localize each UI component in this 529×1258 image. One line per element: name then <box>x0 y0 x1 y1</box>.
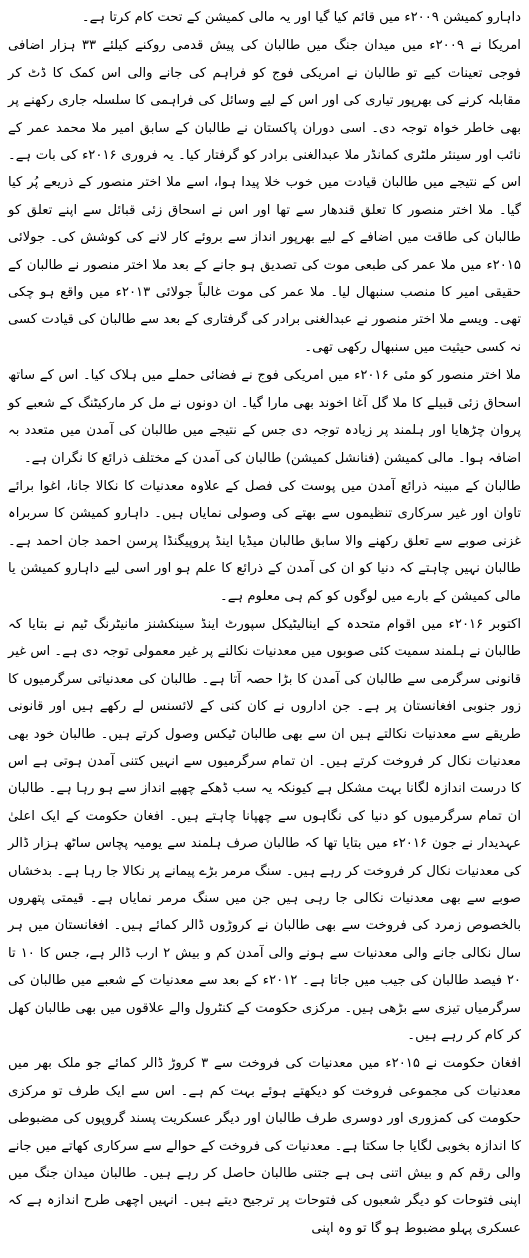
paragraph-dahar-commission: داہارو کمیشن ۲۰۰۹ء میں قائم کیا گیا اور یہ مالی کمیشن کے تحت کام کرتا ہے۔ <box>81 10 521 25</box>
paragraph-mining-activities: اکتوبر ۲۰۱۶ء میں اقوام متحدہ کے اینالیٹیکل سپورٹ اینڈ سینکشنز مانیٹرنگ ٹیم نے بتایا کہ طالبان نے ہلمند سمیت کئی صوبوں میں معدنیات نکالنے پر غیر معمولی توجہ دی ہے۔ اس غیر قانونی سرگرمی سے طالبان کی آمدن کا بڑا حصہ آتا ہے۔ طالبان کی معدنیاتی سرگرمیوں کا زور جنوبی افغانستان پر ہے۔ جن اداروں نے کان کنی کے لائسنس لے رکھے ہیں اور قانونی طریقے سے معدنیات نکالتے ہیں ان سے بھی طالبان ٹیکس وصول کرتے ہیں۔ طالبان خود بھی معدنیات نکال کر فروخت کرتے ہیں۔ ان تمام سرگرمیوں سے انہیں کتنی آمدن ہوتی ہے اس کا درست اندازہ لگانا بہت مشکل ہے کیونکہ یہ سب ڈھکے چھپے انداز سے ہو رہا ہے۔ طالبان ان تمام سرگرمیوں کو دنیا کی نگاہوں سے چھپانا چاہتے ہیں۔ افغان حکومت کے ایک اعلیٰ عہدیدار نے جون ۲۰۱۶ء میں بتایا تھا کہ طالبان صرف ہلمند سے یومیہ پچاس ساٹھ ہزار ڈالر کی معدنیات نکال کر فروخت کر رہے ہیں۔ سنگ مرمر بڑے پیمانے پر نکالا جا رہا ہے۔ بدخشاں صوبے سے بھی معدنیات نکالی جا رہی ہیں جن میں سنگ مرمر نمایاں ہے۔ قیمتی پتھروں بالخصوص زمرد کی فروخت سے بھی طالبان نے کروڑوں ڈالر کمائے ہیں۔ افغانستان میں ہر سال نکالی جانے والی معدنیات سے ہونے والی آمدن کم و بیش ۲ ارب ڈالر ہے، جس کا ۱۰ تا ۲۰ فیصد طالبان کی جیب میں جاتا ہے۔ ۲۰۱۲ء کے بعد سے معدنیات کے شعبے میں طالبان کی سرگرمیاں تیزی سے بڑھی ہیں۔ مرکزی حکومت کے کنٹرول والے علاقوں میں بھی طالبان کھل کر کام کر رہے ہیں۔ <box>8 616 521 1044</box>
paragraph-akhtar-mansoor-death: ملا اختر منصور کو مئی ۲۰۱۶ء میں امریکی فوج نے فضائی حملے میں ہلاک کیا۔ اس کے ساتھ اسحاق زئی قبیلے کا ملا گل آغا اخوند بھی مارا گیا۔ ان دونوں نے مل کر مارکیٹنگ کے شعبے کو پروان چڑھایا اور ہلمند پر زیادہ توجہ دی جس کے نتیجے میں طالبان کی آمدن میں متعدد بہ اضافہ ہوا۔ مالی کمیشن (فنانشل کمیشن) طالبان کی آمدن کے مختلف ذرائع کا نگران ہے۔ <box>8 368 521 466</box>
paragraph-income-sources: طالبان کے مبینہ ذرائع آمدن میں پوست کی فصل کے علاوہ معدنیات کا نکالا جانا، اغوا برائے تاوان اور غیر سرکاری تنظیموں سے بھتے کی وصولی نمایاں ہیں۔ داہارو کمیشن کا سربراہ غزنی صوبے سے تعلق رکھنے والا سابق طالبان میڈیا اینڈ پروپیگنڈا پرسن احمد جان احمد ہے۔ طالبان نہیں چاہتے کہ دنیا کو ان کی آمدن کے ذرائع کا علم ہو اور اسی لیے داہارو کمیشن یا مالی کمیشن کے بارے میں لوگوں کو کم ہی معلوم ہے۔ <box>8 478 521 604</box>
paragraph-government-revenue: افغان حکومت نے ۲۰۱۵ء میں معدنیات کی فروخت سے ۳ کروڑ ڈالر کمائے جو ملک بھر میں معدنیات کی مجموعی فروخت کو دیکھتے ہوئے بہت کم ہے۔ اس سے ایک طرف تو مرکزی حکومت کی کمزوری اور دوسری طرف طالبان اور دیگر عسکریت پسند گروپوں کی مضبوطی کا اندازہ بخوبی لگایا جا سکتا ہے۔ معدنیات کی فروخت کے حوالے سے سرکاری کھاتے میں جانے والی رقم کم و بیش اتنی ہی ہے جتنی طالبان حاصل کر رہے ہیں۔ طالبان میدان جنگ میں اپنی فتوحات کو دیگر شعبوں کی فتوحات پر ترجیح دیتے ہیں۔ انہیں اچھی طرح اندازہ ہے کہ عسکری پہلو مضبوط ہو گا تو وہ اپنی <box>8 1056 521 1236</box>
paragraph-us-troops-and-leadership: امریکا نے ۲۰۰۹ء میں میدان جنگ میں طالبان کی پیش قدمی روکنے کیلئے ۳۳ ہزار اضافی فوجی تعینات کیے تو طالبان نے امریکی فوج کو فراہم کی جانے والی اس کمک کا ڈٹ کر مقابلہ کرنے کی بھرپور تیاری کی اور اس کے لیے وسائل کی فراہمی کا سلسلہ جاری رکھنے پر بھی خاطر خواہ توجہ دی۔ اسی دوران پاکستان نے طالبان کے سابق امیر ملا محمد عمر کے نائب اور سینئر ملٹری کمانڈر ملا عبدالغنی برادر کو گرفتار کیا۔ یہ فروری ۲۰۱۶ء کی بات ہے۔ اس کے نتیجے میں طالبان قیادت میں خوب خلا پیدا ہوا، اسے ملا اختر منصور کے ذریعے پُر کیا گیا۔ ملا اختر منصور کا تعلق قندھار سے تھا اور اس نے اسحاق زئی قبائل سے اپنے تعلق کو طالبان کی طاقت میں اضافے کے لیے بھرپور انداز سے بروئے کار لانے کی کوشش کی۔ جولائی ۲۰۱۵ء میں ملا عمر کی طبعی موت کی تصدیق ہو جانے کے بعد ملا اختر منصور نے طالبان کے حقیقی امیر کا منصب سنبھال لیا۔ ملا عمر کی موت غالباً جولائی ۲۰۱۳ء میں واقع ہو چکی تھی۔ ویسے ملا اختر منصور نے عبدالغنی برادر کی گرفتاری کے بعد سے طالبان کی قیادت کسی نہ کسی حیثیت میں سنبھال رکھی تھی۔ <box>8 38 522 355</box>
